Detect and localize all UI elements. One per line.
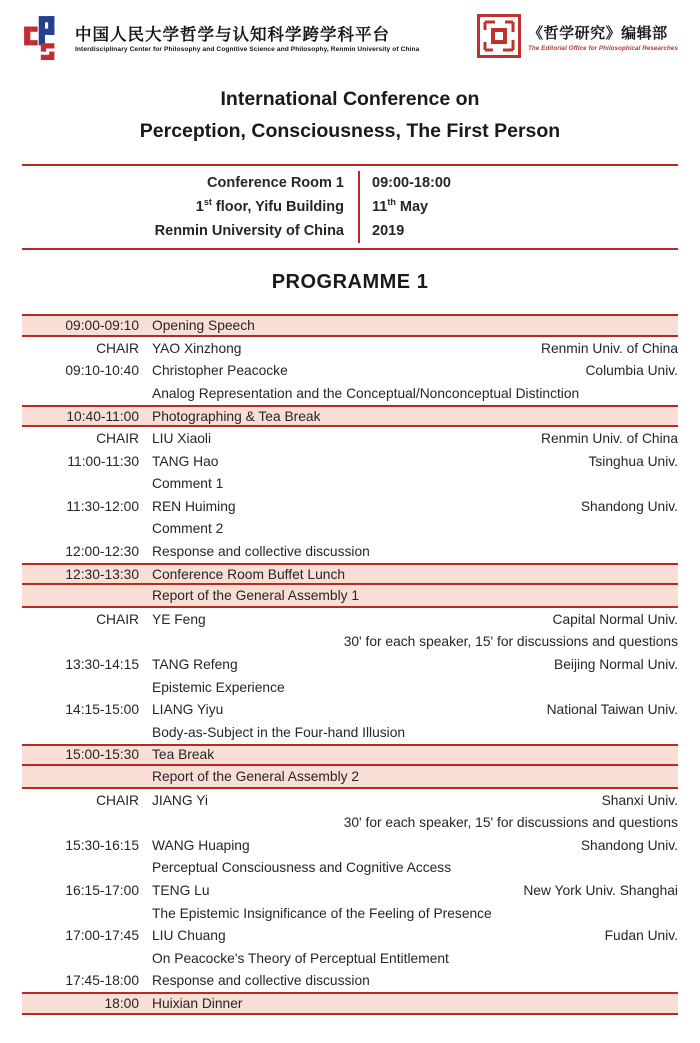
schedule-row-highlight — [22, 992, 678, 1015]
schedule-row — [22, 902, 678, 925]
journal-title-cn: 《哲学研究》编辑部 — [528, 25, 668, 43]
row-content — [152, 680, 678, 695]
row-text: Epistemic Experience — [152, 679, 285, 695]
row-affiliation: Columbia Univ. — [585, 363, 678, 379]
row-text: TANG Refeng — [152, 657, 238, 673]
row-text: TANG Hao — [152, 453, 219, 469]
schedule-row-highlight — [22, 744, 678, 767]
row-text: Photographing & Tea Break — [152, 408, 321, 424]
schedule-row — [22, 676, 678, 699]
conference-title — [22, 83, 678, 147]
journal-subtitle-en: The Editorial Office for Philosophical Researches — [528, 44, 678, 52]
row-content — [152, 928, 678, 943]
row-content — [152, 951, 678, 966]
row-note: 30' for each speaker, 15' for discussions and questions — [343, 815, 678, 831]
schedule-row — [22, 360, 678, 383]
journal-seal-icon — [477, 14, 521, 63]
row-time: 12:00-12:30 — [65, 544, 139, 560]
row-content — [152, 634, 678, 649]
row-time: CHAIR — [96, 792, 139, 808]
schedule-row — [22, 924, 678, 947]
row-content — [152, 588, 678, 603]
row-content — [152, 363, 678, 378]
row-content — [152, 657, 678, 672]
journal-logo — [477, 14, 678, 63]
row-text: YAO Xinzhong — [152, 340, 242, 356]
row-content — [152, 838, 678, 853]
schedule-row — [22, 811, 678, 834]
conference-title-line2: Perception, Consciousness, The First Person — [139, 120, 561, 143]
row-content — [152, 769, 678, 784]
row-affiliation: Renmin Univ. of China — [540, 340, 678, 356]
schedule-row — [22, 834, 678, 857]
schedule-row — [22, 518, 678, 541]
row-text: Response and collective discussion — [152, 973, 370, 989]
row-content — [152, 521, 678, 536]
schedule-row-highlight — [22, 585, 678, 608]
row-content — [152, 612, 678, 627]
schedule-row — [22, 947, 678, 970]
event-hours: 09:00-18:00 — [372, 175, 451, 192]
row-content — [152, 815, 678, 830]
row-time: 14:15-15:00 — [65, 702, 139, 718]
row-note: 30' for each speaker, 15' for discussions and questions — [343, 634, 678, 650]
row-text: Opening Speech — [152, 318, 255, 334]
row-text: YE Feng — [152, 611, 206, 627]
row-text: Report of the General Assembly 1 — [152, 588, 360, 604]
row-content — [152, 499, 678, 514]
row-text: WANG Huaping — [152, 837, 250, 853]
row-time: CHAIR — [96, 431, 139, 447]
row-content — [152, 747, 678, 762]
row-text: Response and collective discussion — [152, 544, 370, 560]
schedule-row — [22, 427, 678, 450]
icpcs-logo — [22, 14, 419, 65]
row-time: 15:30-16:15 — [65, 837, 139, 853]
event-date: 11th May — [372, 197, 429, 216]
row-text: JIANG Yi — [152, 792, 208, 808]
row-content — [152, 318, 678, 333]
schedule-row — [22, 608, 678, 631]
row-text: Comment 1 — [152, 476, 224, 492]
schedule-row — [22, 721, 678, 744]
venue-floor: 1st floor, Yifu Building — [195, 197, 344, 216]
schedule-row — [22, 337, 678, 360]
row-time: 17:45-18:00 — [65, 973, 139, 989]
schedule-row-highlight — [22, 563, 678, 586]
event-year: 2019 — [372, 223, 405, 240]
schedule-row-highlight — [22, 405, 678, 428]
schedule-row — [22, 698, 678, 721]
row-text: LIANG Yiyu — [152, 702, 224, 718]
row-content — [152, 386, 678, 401]
row-time: CHAIR — [96, 340, 139, 356]
schedule-row — [22, 789, 678, 812]
row-time: 12:30-13:30 — [65, 566, 139, 582]
schedule-row-highlight — [22, 314, 678, 337]
conference-title-line1: International Conference on — [220, 88, 480, 110]
row-content — [152, 476, 678, 491]
row-text: Christopher Peacocke — [152, 363, 288, 379]
journal-logo-text — [528, 25, 678, 51]
row-content — [152, 431, 678, 446]
row-text: LIU Chuang — [152, 928, 226, 944]
row-content — [152, 883, 678, 898]
row-affiliation: Shanxi Univ. — [601, 792, 678, 808]
row-content — [152, 860, 678, 875]
row-time: 11:00-11:30 — [67, 453, 139, 469]
row-text: Body-as-Subject in the Four-hand Illusion — [152, 724, 406, 740]
icpcs-title-cn: 中国人民大学哲学与认知科学跨学科平台 — [75, 25, 390, 44]
icpcs-logo-text — [75, 26, 419, 54]
row-time: 18:00 — [104, 995, 139, 1011]
row-text: Report of the General Assembly 2 — [152, 769, 360, 785]
row-content — [152, 725, 678, 740]
row-time: CHAIR — [96, 611, 139, 627]
schedule-row — [22, 857, 678, 880]
schedule-row — [22, 631, 678, 654]
row-content — [152, 973, 678, 988]
row-content — [152, 702, 678, 717]
schedule-row — [22, 970, 678, 993]
schedule-row-highlight — [22, 766, 678, 789]
row-text: Conference Room Buffet Lunch — [152, 566, 346, 582]
row-content — [152, 341, 678, 356]
row-affiliation: Renmin Univ. of China — [540, 431, 678, 447]
schedule-row — [22, 653, 678, 676]
row-time: 17:00-17:45 — [65, 928, 139, 944]
row-affiliation: Shandong Univ. — [580, 498, 678, 514]
programme-heading: PROGRAMME 1 — [271, 271, 429, 294]
row-text: LIU Xiaoli — [152, 431, 212, 447]
masthead — [22, 14, 678, 65]
row-content — [152, 906, 678, 921]
row-content — [152, 567, 678, 582]
row-time: 13:30-14:15 — [65, 657, 139, 673]
schedule-row — [22, 540, 678, 563]
venue-cell — [22, 171, 358, 243]
datetime-cell — [358, 171, 678, 243]
schedule-row — [22, 382, 678, 405]
row-time: 09:00-09:10 — [65, 318, 139, 334]
schedule-row — [22, 473, 678, 496]
row-affiliation: Fudan Univ. — [604, 928, 678, 944]
icpcs-logo-icon — [22, 14, 68, 65]
venue-university: Renmin University of China — [154, 223, 344, 240]
row-time: 15:00-15:30 — [65, 747, 139, 763]
row-text: Analog Representation and the Conceptual/Nonconceptual Distinction — [152, 385, 580, 401]
row-text: Perceptual Consciousness and Cognitive Access — [152, 860, 452, 876]
row-text: On Peacocke's Theory of Perceptual Entitlement — [152, 950, 449, 966]
row-affiliation: Beijing Normal Univ. — [554, 657, 678, 673]
row-time: 10:40-11:00 — [66, 408, 139, 424]
row-affiliation: Capital Normal Univ. — [552, 611, 678, 627]
venue-datetime-table — [22, 164, 678, 250]
schedule-row — [22, 450, 678, 473]
row-time: 09:10-10:40 — [65, 363, 139, 379]
row-time: 16:15-17:00 — [65, 882, 139, 898]
row-text: Tea Break — [152, 747, 215, 763]
row-content — [152, 544, 678, 559]
row-content — [152, 409, 678, 424]
row-content — [152, 996, 678, 1011]
row-affiliation: National Taiwan Univ. — [546, 702, 678, 718]
row-affiliation: Tsinghua Univ. — [588, 453, 678, 469]
row-time: 11:30-12:00 — [66, 498, 139, 514]
row-affiliation: Shandong Univ. — [580, 837, 678, 853]
row-content — [152, 454, 678, 469]
row-text: The Epistemic Insignificance of the Feeling of Presence — [152, 905, 492, 921]
row-text: Huixian Dinner — [152, 995, 243, 1011]
schedule-row — [22, 879, 678, 902]
row-text: Comment 2 — [152, 521, 224, 537]
row-text: TENG Lu — [152, 882, 210, 898]
schedule-table — [22, 314, 678, 1014]
icpcs-subtitle-en: Interdisciplinary Center for Philosophy and Cognitive Science and Philosophy, Renmin University of China — [75, 46, 420, 54]
row-text: REN Huiming — [152, 498, 236, 514]
row-affiliation: New York Univ. Shanghai — [523, 882, 678, 898]
row-content — [152, 793, 678, 808]
schedule-row — [22, 495, 678, 518]
venue-room: Conference Room 1 — [207, 175, 344, 192]
